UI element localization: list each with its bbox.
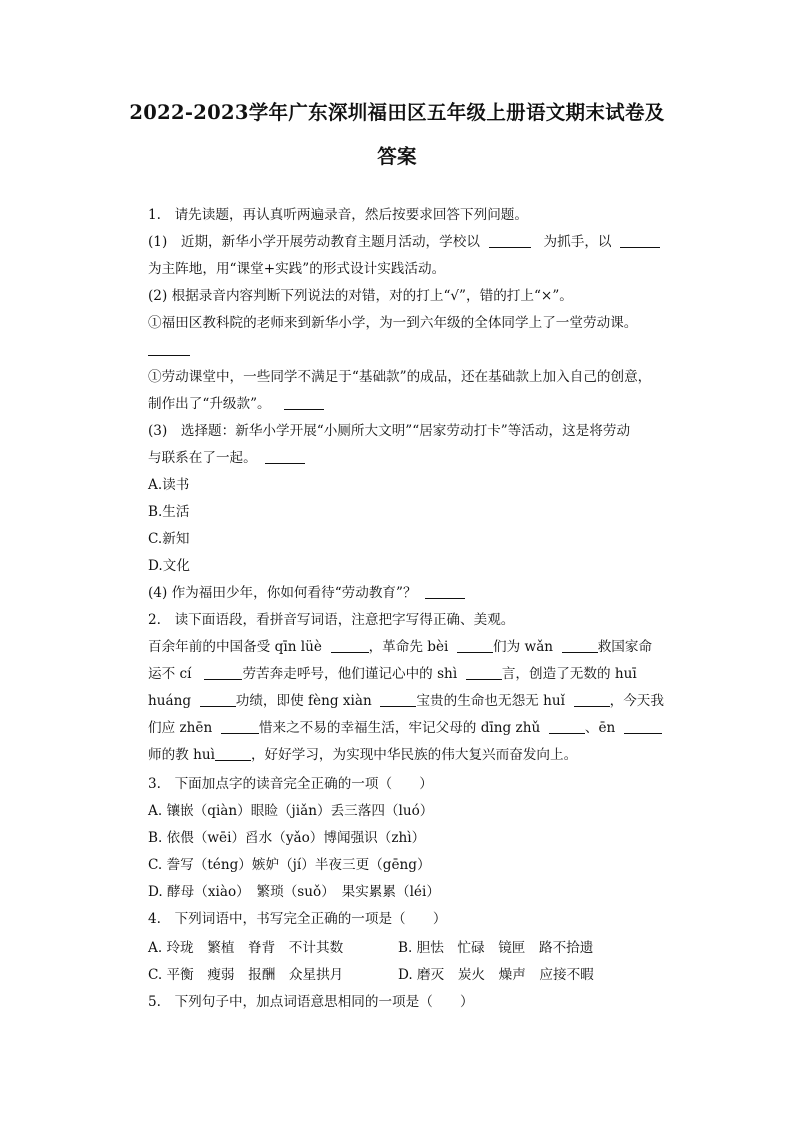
q1-part2-statement-1: ①福田区教科院的老师来到新华小学，为一到六年级的全体同学上了一堂劳动课。 [148,315,638,331]
q2-text: 师的教 huì [148,747,215,763]
answer-blank[interactable] [549,719,585,734]
q2-text: ，今天我 [609,693,664,709]
q1-part2-statement-2-line2 [148,394,678,414]
answer-blank[interactable] [620,233,660,248]
q2-text: 们应 zhēn [148,720,213,736]
q4-option-d: D. 磨灭 炭火 燥声 应接不暇 [398,967,594,983]
question-5-stem: 5. 下列句子中，加点词语意思相同的一项是（ ） [148,994,474,1010]
document-title-line-2: 答案 [377,145,417,168]
q2-text: ，好好学习，为实现中华民族的伟大复兴而奋发向上。 [250,747,578,763]
q1-part2-statement-2-text: 制作出了“升级款”。 [148,396,271,412]
answer-blank[interactable] [221,719,259,734]
question-4-stem: 4. 下列词语中，书写完全正确的一项是（ ） [148,911,447,927]
q1-part1-line1 [148,232,678,252]
answer-blank[interactable] [562,638,598,653]
q2-text: ，革命先 bèi [368,639,449,655]
q1-option-a: A.读书 [148,477,190,493]
answer-blank[interactable] [624,719,662,734]
q1-option-c: C.新知 [148,531,190,547]
q1-part3-line1: (3) 选择题：新华小学开展“小厕所大文明”“居家劳动打卡”等活动，这是将劳动 [148,423,631,439]
q2-passage-line1 [148,637,678,657]
q1-option-b: B.生活 [148,504,190,520]
q1-option-d: D.文化 [148,558,190,574]
q3-option-c: C. 誊写（téng）嫉妒（jí）半夜三更（gēng） [148,857,431,873]
q3-option-b: B. 依偎（wēi）舀水（yǎo）博闻强识（zhì） [148,830,426,846]
q2-passage-line4 [148,718,678,738]
q2-passage-line3 [148,691,678,711]
q2-passage-line2 [148,664,678,684]
q1-part3-text: 与联系在了一起。 [148,450,257,466]
q2-text: 言，创造了无数的 huī [501,666,637,682]
q1-part2-instruction: (2) 根据录音内容判断下列说法的对错，对的打上“√”，错的打上“×”。 [148,288,573,304]
q2-text: 、ēn [584,720,616,736]
answer-blank[interactable] [284,395,324,410]
q1-part3-line2 [148,448,678,468]
q2-text: 功绩，即使 fèng xiàn [235,693,372,709]
q2-text: 运不 cí [148,666,192,682]
answer-blank[interactable] [265,449,305,464]
answer-blank[interactable] [331,638,369,653]
answer-blank[interactable] [200,692,236,707]
q2-text: 惜来之不易的幸福生活，牢记父母的 dīng zhǔ [258,720,541,736]
q4-option-a: A. 玲珑 繁植 脊背 不计其数 [148,940,344,956]
q1-part1-line2: 为主阵地，用“课堂+实践”的形式设计实践活动。 [148,261,446,277]
q1-part1-text-b: 为抓手，以 [543,234,612,250]
q1-part4-text: (4) 作为福田少年，你如何看待“劳动教育”？ [148,585,417,601]
question-3-stem: 3. 下面加点字的读音完全正确的一项（ ） [148,776,433,792]
q4-option-c: C. 平衡 瘦弱 报酬 众星拱月 [148,967,344,983]
answer-blank[interactable] [489,233,531,248]
q1-part2-answer-line [148,340,678,360]
answer-blank[interactable] [425,584,465,599]
q3-option-a: A. 镶嵌（qiàn）眼睑（jiǎn）丢三落四（luó） [148,803,434,819]
q3-option-d: D. 酵母（xiào） 繁琐（suǒ） 果实累累（léi） [148,884,440,900]
answer-blank[interactable] [457,638,493,653]
document-title-line-1: 2022-2023学年广东深圳福田区五年级上册语文期末试卷及 [129,101,665,124]
question-1-stem: 1. 请先读题，再认真听两遍录音，然后按要求回答下列问题。 [148,207,528,223]
q2-text: 宝贵的生命也无怨无 huǐ [416,693,565,709]
q2-passage-line5 [148,745,678,765]
q2-text: 救国家命 [597,639,653,655]
q1-part2-statement-2-line1: ①劳动课堂中，一些同学不满足于“基础款”的成品，还在基础款上加入自己的创意， [148,369,652,385]
q2-text: 百余年前的中国备受 qīn lüè [148,639,322,655]
q1-part1-text-a: (1) 近期，新华小学开展劳动教育主题月活动，学校以 [148,234,480,250]
answer-blank[interactable] [148,341,190,356]
q4-option-b: B. 胆怯 忙碌 镜匣 路不拾遗 [398,940,594,956]
q1-part4-line [148,583,678,603]
q2-text: huáng [148,693,192,709]
answer-blank[interactable] [204,665,242,680]
answer-blank[interactable] [215,746,251,761]
answer-blank[interactable] [466,665,502,680]
answer-blank[interactable] [574,692,610,707]
question-2-stem: 2. 读下面语段，看拼音写词语，注意把字写得正确、美观。 [148,612,515,628]
q2-text: 劳苦奔走呼号，他们谨记心中的 shì [242,666,458,682]
answer-blank[interactable] [380,692,416,707]
q2-text: 们为 wǎn [493,639,554,655]
